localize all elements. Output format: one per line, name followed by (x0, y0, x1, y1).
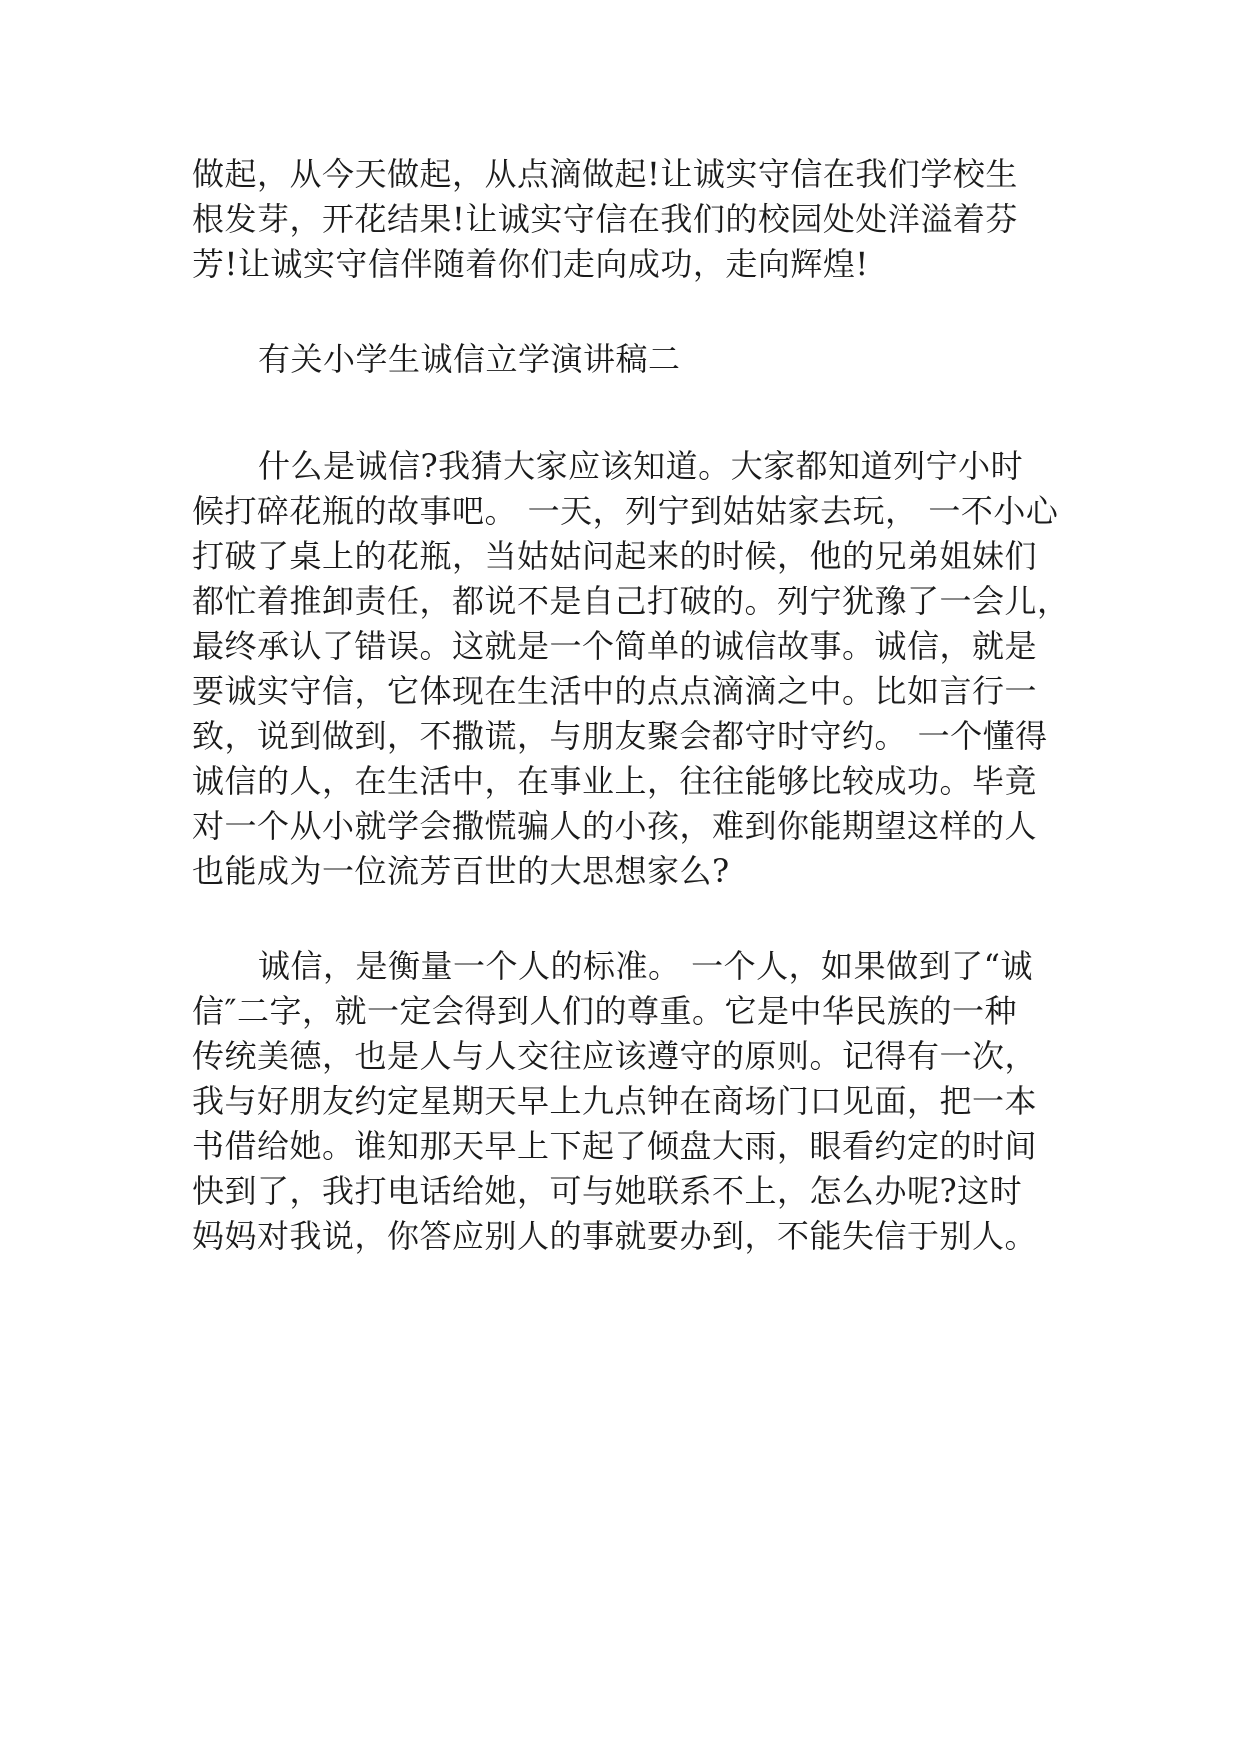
text-line: 打破了桌上的花瓶，当姑姑问起来的时候，他的兄弟姐妹们 (192, 537, 1038, 575)
text-line: 芳!让诚实守信伴随着你们走向成功，走向辉煌! (192, 245, 869, 283)
text-line: 我与好朋友约定星期天早上九点钟在商场门口见面，把一本 (192, 1082, 1038, 1120)
text-line: 要诚实守信，它体现在生活中的点点滴滴之中。比如言行一 (192, 672, 1038, 710)
section-heading: 有关小学生诚信立学演讲稿二 (258, 340, 681, 378)
text-line: 根发芽，开花结果!让诚实守信在我们的校园处处洋溢着芬 (192, 200, 1018, 238)
text-line: 诚信，是衡量一个人的标准。 一个人，如果做到了“诚 (258, 947, 1034, 985)
text-line: 信″二字，就一定会得到人们的尊重。它是中华民族的一种 (192, 992, 1017, 1030)
text-line: 也能成为一位流芳百世的大思想家么? (192, 852, 730, 890)
text-line: 快到了，我打电话给她，可与她联系不上，怎么办呢?这时 (192, 1172, 1023, 1210)
text-line: 书借给她。谁知那天早上下起了倾盘大雨，眼看约定的时间 (192, 1127, 1038, 1165)
text-line: 什么是诚信?我猜大家应该知道。大家都知道列宁小时 (258, 447, 1024, 485)
text-line: 都忙着推卸责任，都说不是自己打破的。列宁犹豫了一会儿， (192, 582, 1070, 620)
text-line: 候打碎花瓶的故事吧。 一天，列宁到姑姑家去玩， 一不小心 (192, 492, 1059, 530)
text-line: 做起，从今天做起，从点滴做起!让诚实守信在我们学校生 (192, 155, 1018, 193)
text-line: 对一个从小就学会撒慌骗人的小孩，难到你能期望这样的人 (192, 807, 1038, 845)
text-line: 传统美德，也是人与人交往应该遵守的原则。记得有一次， (192, 1037, 1038, 1075)
text-line: 诚信的人，在生活中，在事业上，往往能够比较成功。毕竟 (192, 762, 1038, 800)
text-line: 妈妈对我说，你答应别人的事就要办到，不能失信于别人。 (192, 1217, 1038, 1255)
text-line: 致，说到做到，不撒谎，与朋友聚会都守时守约。 一个懂得 (192, 717, 1048, 755)
text-line: 最终承认了错误。这就是一个简单的诚信故事。诚信，就是 (192, 627, 1038, 665)
